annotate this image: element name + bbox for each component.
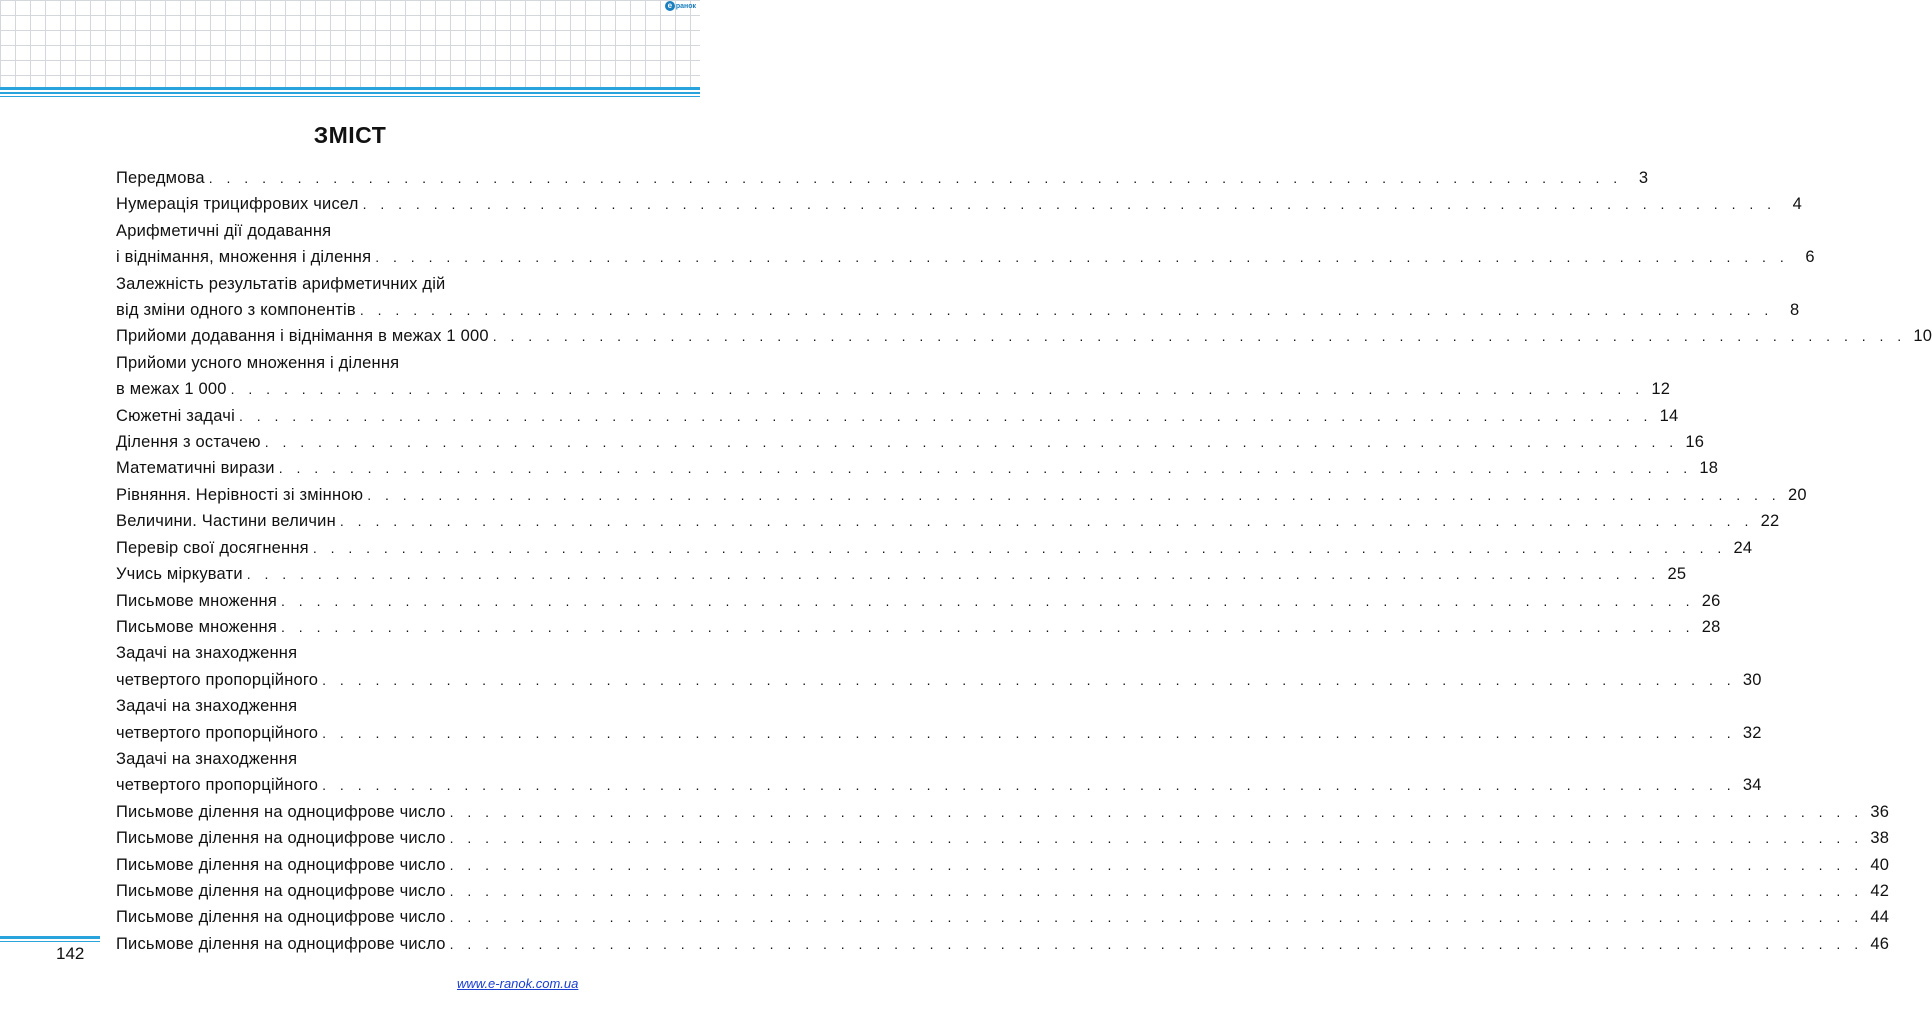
dot-leader: . . . . . . . . . . . . . . . . . . . . . . . . . . . . . . . . . . . . . . . . . . . . . . . . . . . . . . . . . . . . . . . . . . . . . . . . . . . . . . . . [449, 935, 1864, 952]
toc-entry-page: 32 [1742, 723, 1762, 742]
toc-entry-page: 30 [1742, 670, 1762, 689]
toc-entry[interactable] [116, 191, 1803, 217]
toc-entry[interactable] [116, 799, 1890, 825]
toc-entry-title: Прийоми додавання і віднімання в межах 1 000 [116, 327, 489, 346]
toc-entry[interactable] [116, 218, 1815, 271]
header-rule [0, 92, 700, 94]
toc-entry-page: 36 [1870, 802, 1890, 821]
dot-leader: . . . . . . . . . . . . . . . . . . . . . . . . . . . . . . . . . . . . . . . . . . . . . . . . . . . . . . . . . . . . . . . . . . . . . . . . . . . . . . . . [339, 513, 1754, 530]
toc-entry-title: Письмове ділення на одноцифрове число [116, 855, 446, 874]
toc-entry-page: 10 [1913, 327, 1932, 346]
dot-leader: . . . . . . . . . . . . . . . . . . . . . . . . . . . . . . . . . . . . . . . . . . . . . . . . . . . . . . . . . . . . . . . . . . . . . . . . . . . . . . . . [246, 566, 1661, 583]
toc-entry[interactable] [116, 746, 1762, 799]
toc-entry[interactable] [116, 429, 1705, 455]
toc-entry-page: 26 [1701, 591, 1721, 610]
toc-entry[interactable] [116, 403, 1679, 429]
page-title: ЗМІСТ [313, 122, 387, 148]
toc-entry-title: і віднімання, множення і ділення [116, 248, 372, 267]
toc-entry-page: 16 [1685, 433, 1705, 452]
dot-leader: . . . . . . . . . . . . . . . . . . . . . . . . . . . . . . . . . . . . . . . . . . . . . . . . . . . . . . . . . . . . . . . . . . . . . . . . . . . . . . . . [278, 460, 1693, 477]
toc-entry-title: Письмове множення [116, 617, 278, 636]
toc-entry-page: 22 [1760, 512, 1780, 531]
logo-text: ранок [675, 2, 696, 10]
toc-entry-title: Перевір свої досягнення [116, 538, 309, 557]
dot-leader: . . . . . . . . . . . . . . . . . . . . . . . . . . . . . . . . . . . . . . . . . . . . . . . . . . . . . . . . . . . . . . . . . . . . . . . . . . . . . . . . [492, 328, 1907, 345]
toc-entry-page: 6 [1805, 248, 1815, 267]
header-rule [0, 87, 700, 90]
toc-entry-page: 24 [1733, 538, 1753, 557]
dot-leader: . . . . . . . . . . . . . . . . . . . . . . . . . . . . . . . . . . . . . . . . . . . . . . . . . . . . . . . . . . . . . . . . . . . . . . . . . . . . . . . . [449, 856, 1864, 873]
dot-leader: . . . . . . . . . . . . . . . . . . . . . . . . . . . . . . . . . . . . . . . . . . . . . . . . . . . . . . . . . . . . . . . . . . . . . . . . . . . . . . . . [281, 592, 1695, 609]
dot-leader: . . . . . . . . . . . . . . . . . . . . . . . . . . . . . . . . . . . . . . . . . . . . . . . . . . . . . . . . . . . . . . . . . . . . . . . . . . . . . . . . [367, 486, 1781, 503]
publisher-logo [665, 1, 696, 11]
dot-leader: . . . . . . . . . . . . . . . . . . . . . . . . . . . . . . . . . . . . . . . . . . . . . . . . . . . . . . . . . . . . . . . . . . . . . . . . . . . . . . . . [322, 724, 1736, 741]
toc-entry[interactable] [116, 693, 1762, 746]
dot-leader: . . . . . . . . . . . . . . . . . . . . . . . . . . . . . . . . . . . . . . . . . . . . . . . . . . . . . . . . . . . . . . . . . . . . . . . . . . . . . . . . [264, 434, 1679, 451]
dot-leader: . . . . . . . . . . . . . . . . . . . . . . . . . . . . . . . . . . . . . . . . . . . . . . . . . . . . . . . . . . . . . . . . . . . . . . . . . . . . . . . . [238, 407, 1653, 424]
toc-entry-page: 44 [1870, 908, 1890, 927]
toc-entry[interactable] [116, 878, 1890, 904]
toc-entry-title: Учись міркувати [116, 565, 243, 584]
dot-leader: . . . . . . . . . . . . . . . . . . . . . . . . . . . . . . . . . . . . . . . . . . . . . . . . . . . . . . . . . . . . . . . . . . . . . . . . . . . . . . . . [362, 196, 1777, 213]
toc-entry-title: від зміни одного з компонентів [116, 301, 356, 320]
toc-entry[interactable] [116, 323, 1932, 349]
table-of-contents [116, 165, 1932, 957]
toc-entry-title: Математичні вирази [116, 459, 275, 478]
toc-entry[interactable] [116, 614, 1721, 640]
toc-entry-title-line: Прийоми усного множення і ділення [116, 353, 400, 372]
toc-entry[interactable] [116, 165, 1649, 191]
page-number: 142 [56, 944, 85, 963]
toc-entry[interactable] [116, 350, 1671, 403]
dot-leader: . . . . . . . . . . . . . . . . . . . . . . . . . . . . . . . . . . . . . . . . . . . . . . . . . . . . . . . . . . . . . . . . . . . . . . . . . . . . . . . . [322, 671, 1736, 688]
header-rule [0, 96, 700, 97]
toc-entry[interactable] [116, 271, 1800, 324]
toc-entry[interactable] [116, 852, 1890, 878]
toc-entry-title: четвертого пропорційного [116, 776, 319, 795]
dot-leader: . . . . . . . . . . . . . . . . . . . . . . . . . . . . . . . . . . . . . . . . . . . . . . . . . . . . . . . . . . . . . . . . . . . . . . . . . . . . . . . . [375, 249, 1789, 266]
toc-entry[interactable] [116, 508, 1780, 534]
toc-entry-title: в межах 1 000 [116, 380, 227, 399]
toc-entry-title: Передмова [116, 169, 205, 187]
dot-leader: . . . . . . . . . . . . . . . . . . . . . . . . . . . . . . . . . . . . . . . . . . . . . . . . . . . . . . . . . . . . . . . . . . . . . . . . . . . . . . . . [449, 830, 1864, 847]
toc-entry-title: Сюжетні задачі [116, 406, 235, 425]
toc-entry-page: 12 [1651, 380, 1671, 399]
toc-entry-title-line: Арифметичні дії додавання [116, 221, 332, 240]
toc-entry-page: 40 [1870, 855, 1890, 874]
toc-entry[interactable] [116, 482, 1807, 508]
logo-mark-icon: e [665, 1, 675, 11]
toc-entry-title: Письмове ділення на одноцифрове число [116, 802, 446, 821]
website-link[interactable]: www.e-ranok.com.ua [457, 976, 579, 991]
toc-entry-title: Письмове ділення на одноцифрове число [116, 881, 446, 900]
dot-leader: . . . . . . . . . . . . . . . . . . . . . . . . . . . . . . . . . . . . . . . . . . . . . . . . . . . . . . . . . . . . . . . . . . . . . . . . . . . . . . . . [322, 777, 1736, 794]
toc-entry-title: Письмове множення [116, 591, 278, 610]
toc-entry-page: 34 [1742, 776, 1762, 795]
toc-entry-page: 42 [1870, 881, 1890, 900]
toc-entry[interactable] [116, 904, 1890, 930]
toc-entry-title-line: Задачі на знаходження [116, 644, 298, 663]
dot-leader: . . . . . . . . . . . . . . . . . . . . . . . . . . . . . . . . . . . . . . . . . . . . . . . . . . . . . . . . . . . . . . . . . . . . . . . . . . . . . . . . [281, 618, 1695, 635]
toc-entry-page: 3 [1638, 169, 1649, 187]
toc-entry[interactable] [116, 588, 1721, 614]
dot-leader: . . . . . . . . . . . . . . . . . . . . . . . . . . . . . . . . . . . . . . . . . . . . . . . . . . . . . . . . . . . . . . . . . . . . . . . . . . . . . . . . [449, 803, 1864, 820]
toc-entry-page: 14 [1659, 406, 1679, 425]
toc-entry-title: четвертого пропорційного [116, 723, 319, 742]
grid-header [0, 0, 700, 88]
toc-entry-page: 28 [1701, 617, 1721, 636]
footer-rule [0, 936, 100, 939]
toc-entry-title: Рівняння. Нерівності зі змінною [116, 485, 364, 504]
footer-rule [0, 941, 100, 942]
toc-entry-page: 18 [1699, 459, 1719, 478]
toc-entry-title-line: Залежність результатів арифметичних дій [116, 274, 446, 293]
toc-entry-page: 38 [1870, 829, 1890, 848]
toc-entry-page: 46 [1870, 934, 1890, 953]
toc-entry-page: 4 [1792, 195, 1803, 214]
toc-entry-title: Ділення з остачею [116, 433, 261, 452]
toc-entry[interactable] [116, 931, 1890, 957]
dot-leader: . . . . . . . . . . . . . . . . . . . . . . . . . . . . . . . . . . . . . . . . . . . . . . . . . . . . . . . . . . . . . . . . . . . . . . . . . . . . . . . . [312, 539, 1727, 556]
toc-entry-title: Письмове ділення на одноцифрове число [116, 934, 446, 953]
toc-entry-title: Величини. Частини величин [116, 512, 336, 531]
toc-entry-page: 20 [1787, 485, 1807, 504]
toc-entry-title-line: Задачі на знаходження [116, 697, 298, 716]
toc-entry-title: четвертого пропорційного [116, 670, 319, 689]
toc-entry[interactable] [116, 561, 1687, 587]
toc-entry-title: Письмове ділення на одноцифрове число [116, 829, 446, 848]
toc-entry-title: Письмове ділення на одноцифрове число [116, 908, 446, 927]
dot-leader: . . . . . . . . . . . . . . . . . . . . . . . . . . . . . . . . . . . . . . . . . . . . . . . . . . . . . . . . . . . . . . . . . . . . . . . . . . . . . . . . [359, 302, 1774, 319]
toc-entry[interactable] [116, 535, 1753, 561]
toc-entry-page: 25 [1667, 565, 1687, 584]
toc-entry[interactable] [116, 640, 1762, 693]
toc-entry[interactable] [116, 455, 1719, 481]
toc-entry-page: 8 [1789, 301, 1800, 320]
dot-leader: . . . . . . . . . . . . . . . . . . . . . . . . . . . . . . . . . . . . . . . . . . . . . . . . . . . . . . . . . . . . . . . . . . . . . . . . . . . . . . . . [449, 909, 1864, 926]
dot-leader: . . . . . . . . . . . . . . . . . . . . . . . . . . . . . . . . . . . . . . . . . . . . . . . . . . . . . . . . . . . . . . . . . . . . . . . . . . . . . . . . [230, 381, 1645, 398]
dot-leader: . . . . . . . . . . . . . . . . . . . . . . . . . . . . . . . . . . . . . . . . . . . . . . . . . . . . . . . . . . . . . . . . . . . . . . . . . . . . . . . . [208, 170, 1623, 186]
toc-entry[interactable] [116, 825, 1890, 851]
toc-entry-title-line: Задачі на знаходження [116, 749, 298, 768]
dot-leader: . . . . . . . . . . . . . . . . . . . . . . . . . . . . . . . . . . . . . . . . . . . . . . . . . . . . . . . . . . . . . . . . . . . . . . . . . . . . . . . . [449, 882, 1864, 899]
toc-entry-title: Нумерація трицифрових чисел [116, 195, 359, 214]
